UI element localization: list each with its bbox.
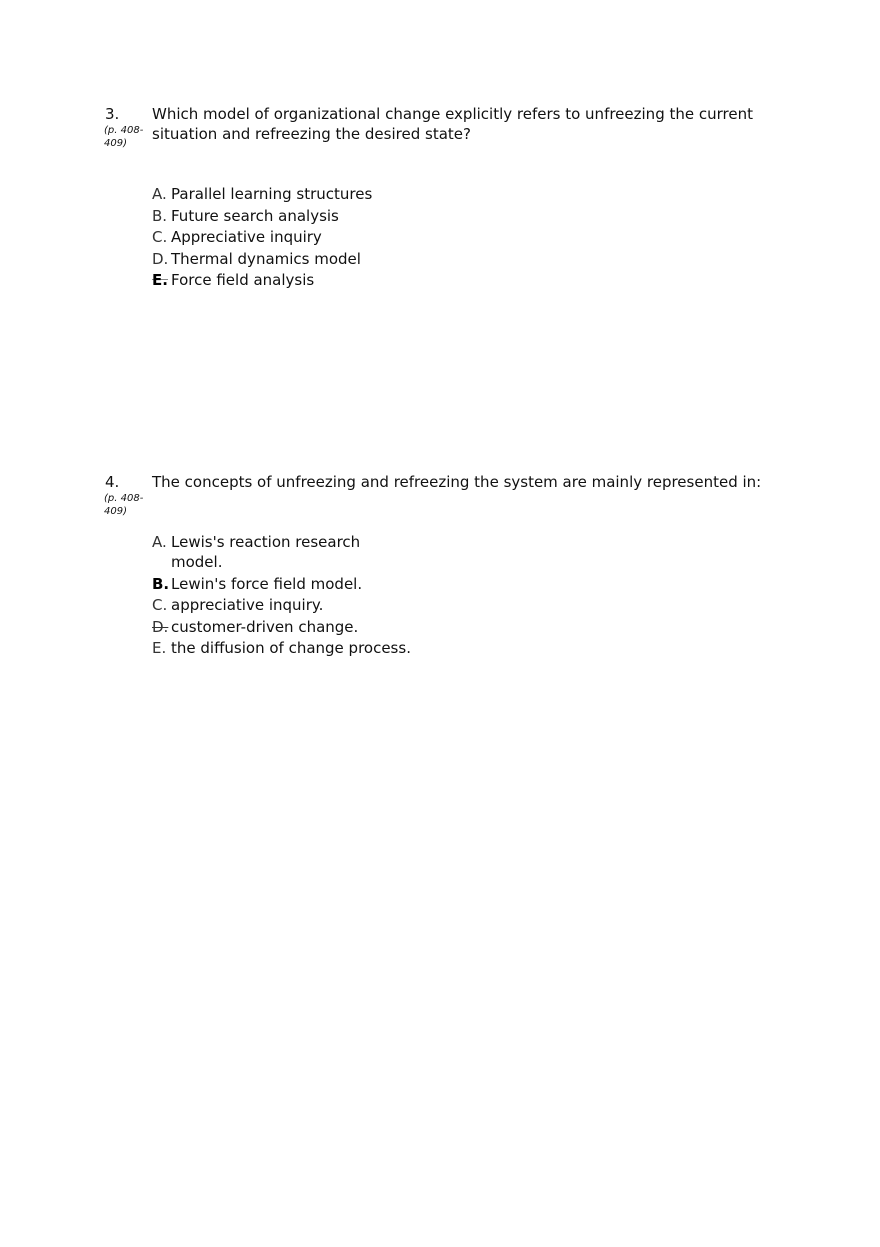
option-d [152,249,412,269]
option-b [152,206,412,226]
option-text: Lewis's reaction research model. [171,533,361,571]
option-a [152,184,412,204]
option-e [152,638,412,658]
option-letter: B. [152,206,168,225]
option-a [152,532,412,572]
option-text: Lewin's force field model. [171,574,363,593]
option-letter: C. [152,228,168,246]
question-number: 4. [105,473,120,491]
option-text: the diffusion of change process. [171,639,411,657]
option-text: Force field analysis [171,271,315,289]
option-c [152,227,412,247]
page-reference: (p. 408-409) [104,125,144,149]
option-letter: D. [152,249,169,268]
page-reference: (p. 408-409) [104,493,144,517]
option-letter-correct: E. [152,271,168,289]
answer-options [152,532,412,660]
option-text: Appreciative inquiry [171,228,322,246]
answer-options [152,184,412,292]
option-letter: E. [152,639,167,657]
question-stem: Which model of organizational change explicitly refers to unfreezing the current situation and refreezing the desired state? [152,105,753,143]
option-text: appreciative inquiry. [171,596,324,614]
option-text: Parallel learning structures [171,185,373,203]
option-c [152,595,412,615]
question-stem: The concepts of unfreezing and refreezing the system are mainly represented in: [152,473,762,491]
option-letter: A. [152,185,167,203]
option-letter: C. [152,596,168,614]
option-letter-struck: D. [152,617,169,636]
option-text: Future search analysis [171,206,339,225]
question-number: 3. [105,105,120,123]
option-d [152,617,412,637]
option-letter: A. [152,533,167,551]
option-text: customer-driven change. [171,617,359,636]
option-e-correct [152,270,412,290]
option-text: Thermal dynamics model [171,249,361,268]
option-b-correct [152,574,412,594]
option-letter-correct: B. [152,574,170,593]
